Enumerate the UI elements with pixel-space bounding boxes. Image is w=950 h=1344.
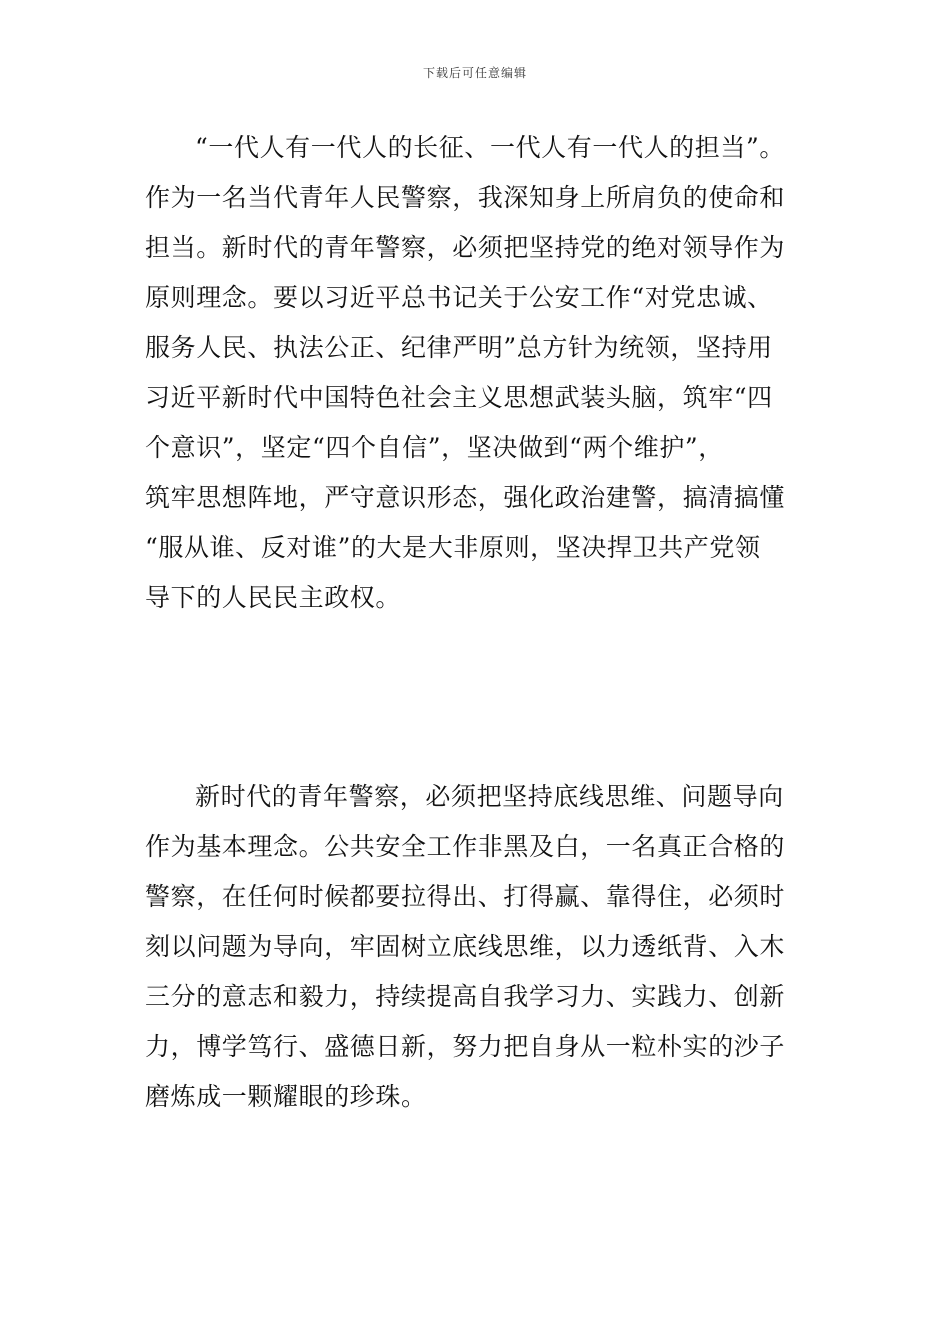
text-line: “服从谁、反对谁”的大是大非原则，坚决捍卫共产党领 (145, 533, 761, 562)
text-line: 作为基本理念。公共安全工作非黑及白，一名真正合格的 (145, 832, 786, 861)
text-line: 三分的意志和毅力，持续提高自我学习力、实践力、创新 (145, 982, 786, 1011)
text-line: 服务人民、执法公正、纪律严明”总方针为统领，坚持用 (145, 333, 773, 362)
text-line: 习近平新时代中国特色社会主义思想武装头脑，筑牢“四 (145, 383, 773, 412)
text-line: 新时代的青年警察，必须把坚持底线思维、问题导向 (195, 782, 784, 811)
text-line: 担当。新时代的青年警察，必须把坚持党的绝对领导作为 (145, 233, 786, 262)
paragraph-1 (145, 123, 825, 623)
text-line: 警察，在任何时候都要拉得出、打得赢、靠得住，必须时 (145, 882, 786, 911)
text-line: 作为一名当代青年人民警察，我深知身上所肩负的使命和 (145, 183, 786, 212)
paragraph-2 (145, 772, 825, 1122)
text-line: 刻以问题为导向，牢固树立底线思维，以力透纸背、入木 (145, 932, 786, 961)
text-line: 个意识”，坚定“四个自信”，坚决做到“两个维护”， (145, 433, 724, 462)
text-line: 力，博学笃行、盛德日新，努力把自身从一粒朴实的沙子 (145, 1032, 786, 1061)
text-line: 导下的人民民主政权。 (145, 583, 402, 612)
text-line: 筑牢思想阵地，严守意识形态，强化政治建警，搞清搞懂 (145, 483, 786, 512)
text-line: “一代人有一代人的长征、一代人有一代人的担当”。 (195, 133, 785, 162)
text-line: 原则理念。要以习近平总书记关于公安工作“对党忠诚、 (145, 283, 773, 312)
text-line: 磨炼成一颗耀眼的珍珠。 (145, 1082, 427, 1111)
header-note: 下载后可任意编辑 (422, 66, 527, 80)
